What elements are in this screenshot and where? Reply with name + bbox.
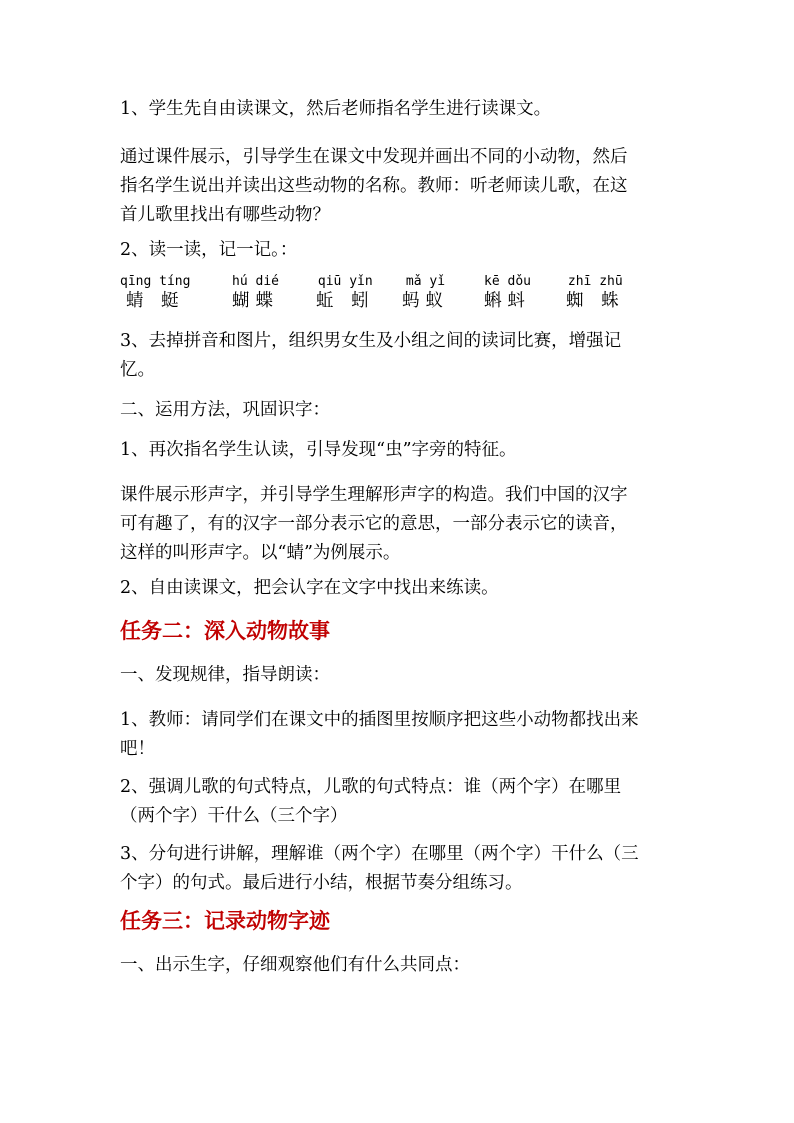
paragraph-reading-contest-line1: 3、去掉拼音和图片，组织男女生及小组之间的读词比赛，增强记 [120,331,622,351]
word-hanzi: 蜻 蜓 [125,291,185,311]
word-row [120,274,680,314]
word-hanzi: 蚯 蚓 [316,291,375,311]
paragraph-find-pattern: 一、发现规律，指导朗读： [120,665,330,685]
word-hanzi: 蝴蝶 [232,291,279,311]
word-butterfly [232,274,279,312]
word-hanzi: 蝌蚪 [484,291,531,311]
word-pinyin: zhī zhū [567,274,623,289]
paragraph-sentence-pattern-line1: 2、强调儿歌的句式特点，儿歌的句式特点：谁（两个字）在哪里 [120,777,622,797]
paragraph-section-method: 二、运用方法，巩固识字： [120,400,330,420]
word-pinyin: qiū yǐn [317,274,373,289]
paragraph-courseware-line1: 通过课件展示，引导学生在课文中发现并画出不同的小动物，然后 [120,147,628,167]
paragraph-courseware-line3: 首儿歌里找出有哪些动物？ [120,205,330,225]
word-pinyin: mǎ yǐ [405,274,446,289]
paragraph-teacher-line2: 吧！ [120,739,155,759]
word-pinyin: qīng tíng [120,274,191,289]
paragraph-read-remember: 2、读一读，记一记。： [120,240,298,260]
paragraph-explain-line1: 3、分句进行讲解，理解谁（两个字）在哪里（两个字）干什么（三 [120,844,639,864]
heading-task-three: 任务三：记录动物字迹 [120,908,330,933]
paragraph-sentence-pattern-line2: （两个字）干什么（三个字） [120,806,348,826]
paragraph-phonetic-line1: 课件展示形声字，并引导学生理解形声字的构造。我们中国的汉字 [120,485,628,505]
word-pinyin: hú dié [232,274,279,289]
paragraph-read-text: 1、学生先自由读课文，然后老师指名学生进行读课文。 [120,99,552,119]
paragraph-free-read: 2、自由读课文，把会认字在文字中找出来练读。 [120,578,499,598]
paragraph-teacher-line1: 1、教师：请同学们在课文中的插图里按顺序把这些小动物都找出来 [120,710,639,730]
paragraph-courseware-line2: 指名学生说出并读出这些动物的名称。教师：听老师读儿歌，在这 [120,176,628,196]
word-earthworm [316,274,375,312]
word-dragonfly [120,274,190,312]
word-hanzi: 蚂蚁 [402,291,449,311]
paragraph-phonetic-line2: 可有趣了，有的汉字一部分表示它的意思，一部分表示它的读音， [120,514,628,534]
paragraph-explain-line2: 个字）的句式。最后进行小结，根据节奏分组练习。 [120,873,523,893]
word-pinyin: kē dǒu [484,274,531,289]
word-hanzi: 蜘 蛛 [566,291,625,311]
paragraph-reading-contest-line2: 忆。 [120,360,155,380]
heading-task-two: 任务二：深入动物故事 [120,618,330,643]
paragraph-phonetic-line3: 这样的叫形声字。以“蜻”为例展示。 [120,543,401,563]
paragraph-show-characters: 一、出示生字，仔细观察他们有什么共同点： [120,955,470,975]
word-tadpole [484,274,531,312]
word-spider [566,274,625,312]
paragraph-insect-radical: 1、再次指名学生认读，引导发现“虫”字旁的特征。 [120,440,517,460]
word-ant [402,274,449,312]
